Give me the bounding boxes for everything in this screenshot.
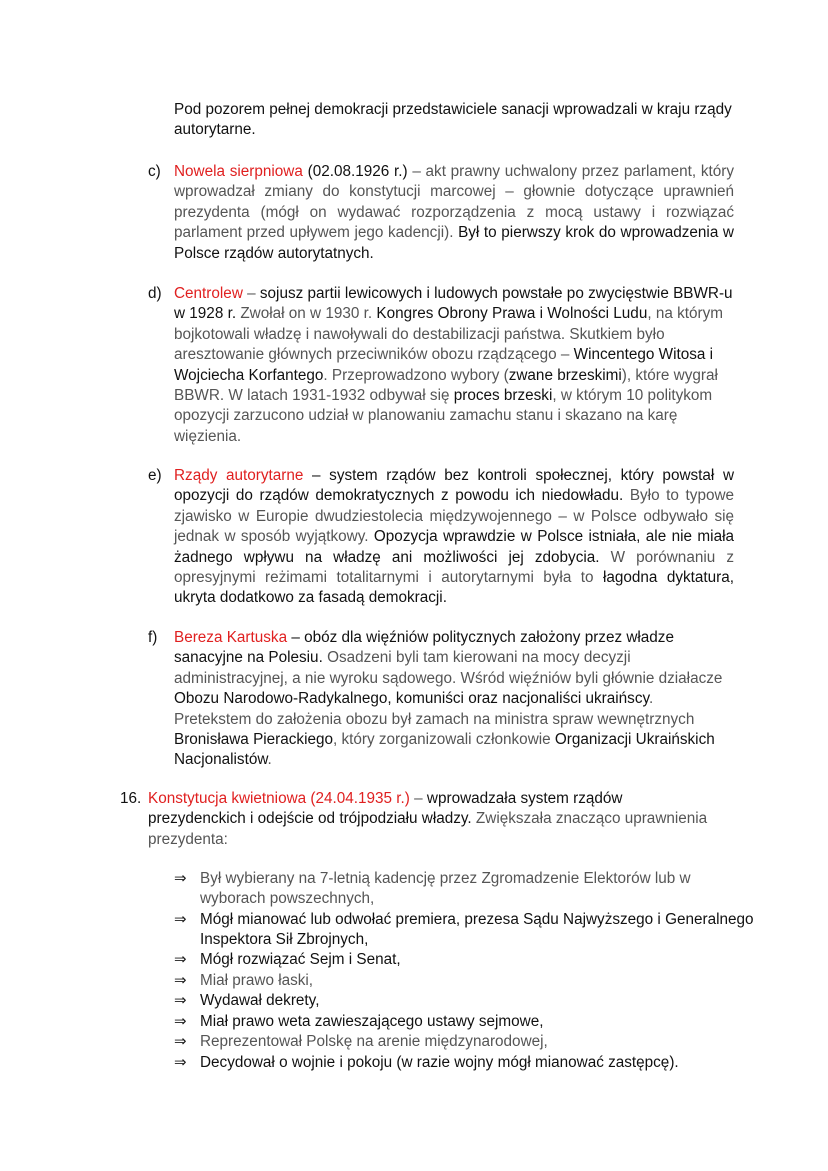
term-bereza-kartuska: Bereza Kartuska	[174, 629, 288, 646]
item-e-marker: e)	[148, 467, 162, 484]
item-e-opozycja: Opozycja wprawdzie w Polsce istniała, ale nie miała żadnego wpływu na władzę ani możliwości jej zdobycia.	[174, 528, 734, 566]
bullet-item: Miał prawo łaski,	[200, 972, 314, 989]
item-f-text-3: , który zorganizowali członkowie	[333, 731, 555, 749]
item-d-text-1: Zwołał on w 1930 r.	[236, 305, 377, 323]
item-c-text: – akt prawny uchwalony przez parlament, który wprowadzał zmiany do konstytucji marcowej – głownie dotyczące uprawnień prezydenta (mógł on wydawać rozporządzenia z mocą ustawy i rozwiązać parlament przed upływem jego kadencji).	[174, 163, 735, 242]
item-d-proces-brzeski: proces brzeski	[453, 387, 553, 405]
item-c-marker: c)	[148, 163, 161, 180]
term-nowela-sierpniowa: Nowela sierpniowa	[174, 163, 303, 180]
item-f-period: .	[267, 751, 272, 769]
term-rzady-autorytarne: Rządy autorytarne	[174, 467, 304, 484]
term-centrolew: Centrolew	[174, 285, 243, 302]
item-16-text: Zwiększała znacząco uprawnienia prezydenta:	[148, 810, 708, 848]
bullet-item: Reprezentował Polskę na arenie międzynarodowej,	[200, 1033, 548, 1050]
bullet-item: Decydował o wojnie i pokoju (w razie wojny mógł mianować zastępcę).	[200, 1054, 679, 1071]
item-d-text-3: . Przeprowadzono wybory (	[323, 366, 509, 384]
bullet-item: Mógł mianować lub odwołać premiera, prezesa Sądu Najwyższego i Generalnego Inspektora Sił Zbrojnych,	[200, 911, 754, 949]
item-d-text-2: , na którym bojkotowali władzę i nawoływali do destabilizacji państwa. Skutkiem było aresztowanie głównych przeciwników obozu rządzącego –	[174, 305, 723, 364]
item-f-marker: f)	[148, 629, 158, 646]
item-d-witos-korfanty: Wincentego Witosa i Wojciecha Korfantego	[174, 346, 714, 384]
item-d-zwane-brzeskimi: zwane brzeskimi	[508, 366, 622, 384]
arrow-icon: ⇒	[174, 1013, 187, 1030]
arrow-icon: ⇒	[174, 870, 187, 887]
item-16-paragraph	[148, 789, 708, 850]
item-c-paragraph	[174, 162, 734, 264]
arrow-icon: ⇒	[174, 1033, 187, 1050]
arrow-icon: ⇒	[174, 951, 187, 968]
item-f-text-1: Osadzeni byli tam kierowani na mocy decyzji administracyjnej, a nie wyroku sądowego. Wśród więźniów byli głównie działacze	[174, 649, 723, 687]
term-konstytucja-kwietniowa: Konstytucja kwietniowa (24.04.1935 r.)	[148, 790, 410, 807]
item-f-oun: Organizacji Ukraińskich Nacjonalistów	[174, 731, 715, 769]
item-16-definition: wprowadzała system rządów prezydenckich i odejście od trójpodziału władzy.	[148, 790, 623, 828]
item-16-dash: –	[409, 790, 427, 807]
bullet-item: Wydawał dekrety,	[200, 992, 320, 1009]
item-c-emphasis: Był to pierwszy krok do wprowadzenia w Polsce rządów autorytatnych.	[174, 224, 734, 262]
item-e-definition: – system rządów bez kontroli społecznej, który powstał w opozycji do rządów demokratycznych z powodu ich niedowładu.	[174, 467, 734, 505]
item-d-text-4: ), które wygrał BBWR. W latach 1931-1932 odbywał się	[174, 366, 718, 405]
arrow-icon: ⇒	[174, 1054, 187, 1071]
item-d-marker: d)	[148, 285, 162, 302]
item-f-prisoners: Obozu Narodowo-Radykalnego, komuniści oraz nacjonaliści ukraińscy	[174, 690, 649, 708]
bullet-item: Miał prawo weta zawieszającego ustawy sejmowe,	[200, 1013, 544, 1030]
item-f-definition: – obóz dla więźniów politycznych założony przez władze sanacyjne na Polesiu.	[174, 629, 674, 667]
item-d-kongres: Kongres Obrony Prawa i Wolności Ludu	[376, 305, 648, 323]
item-16-marker: 16.	[120, 790, 142, 807]
item-d-text-5: , w którym 10 politykom opozycji zarzucono udział w planowaniu zamachu stanu i skazano na karę więzienia.	[174, 387, 713, 445]
arrow-icon: ⇒	[174, 911, 187, 928]
bullet-item: Mógł rozwiązać Sejm i Senat,	[200, 951, 401, 968]
item-e-paragraph	[174, 466, 734, 609]
item-e-text-2: W porównaniu z opresyjnymi reżimami totalitarnymi i autorytarnymi była to	[174, 548, 734, 587]
arrow-icon: ⇒	[174, 992, 187, 1009]
item-e-text-1: Było to typowe zjawisko w Europie dwudziestolecia międzywojennego – w Polsce odbywało się jednak w sposób wyjątkowy.	[174, 487, 735, 546]
item-d-definition: sojusz partii lewicowych i ludowych powstałe po zwycięstwie BBWR-u w 1928 r.	[174, 285, 733, 323]
item-d-dash: –	[242, 285, 260, 302]
arrow-icon: ⇒	[174, 972, 187, 989]
intro-paragraph: Pod pozorem pełnej demokracji przedstawiciele sanacji wprowadzali w kraju rządy autorytarne.	[174, 101, 732, 139]
item-f-pieracki: Bronisława Pierackiego	[174, 731, 333, 749]
item-f-text-2: . Pretekstem do założenia obozu był zamach na ministra spraw wewnętrznych	[174, 690, 695, 728]
item-e-lagodna-dyktatura: łagodna dyktatura, ukryta dodatkowo za fasadą demokracji.	[174, 569, 734, 607]
item-f-paragraph	[174, 628, 734, 771]
item-c-date: (02.08.1926 r.)	[302, 163, 413, 180]
bullet-item: Był wybierany na 7-letnią kadencję przez Zgromadzenie Elektorów lub w wyborach powszechnych,	[200, 870, 691, 908]
item-d-paragraph	[174, 284, 734, 447]
